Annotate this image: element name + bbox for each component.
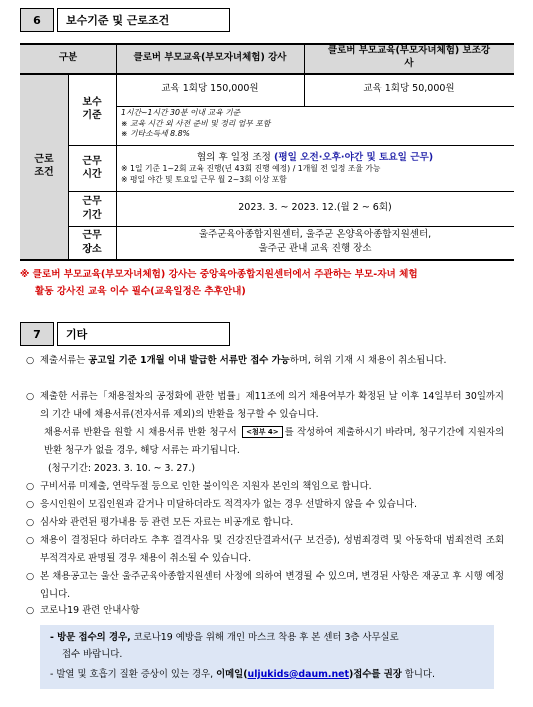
time-main <box>116 149 514 163</box>
pay-label: 보수 기준 <box>82 96 102 121</box>
bullet-icon: ○ <box>26 499 35 510</box>
bullet-icon: ○ <box>26 535 35 546</box>
table-top-border <box>20 43 514 45</box>
attachment-tag: <첨부 4> <box>242 426 283 438</box>
period-label: 근무 기간 <box>82 196 102 221</box>
list-item-2: ○ 제출한 서류는「채용절차의 공정화에 관한 법률」제11조에 의거 채용여부가 확정된 날 이후 14일부터 30일까지의 기간 내에 채용서류(전자서류 제외)의 반환을 청구할 수 있습니다. <box>26 388 504 423</box>
red-note-line-1: ※ 클로버 부모교육(부모자녀체험) 강사는 중앙육아종합지원센터에서 주관하는 부모-자녀 체험 <box>20 269 418 280</box>
col-line-2 <box>116 43 117 259</box>
time-main-prefix: 협의 후 일정 조정 <box>196 152 271 163</box>
list-item-2-period: (청구기간: 2023. 3. 10. ~ 3. 27.) <box>48 463 195 474</box>
list-item-5: ○ 심사와 관련된 평가내용 등 관련 모든 자료는 비공개로 합니다. <box>26 514 504 532</box>
group-label: 근로 조건 <box>20 73 68 259</box>
time-label: 근무 시간 <box>82 155 102 180</box>
pay-assistant: 교육 1회당 50,000원 <box>363 83 455 95</box>
section-6-number: 6 <box>20 8 54 32</box>
covid-note-1: - 방문 접수의 경우, 코로나19 예방을 위해 개인 마스크 착용 후 본 센터 3층 사무실로 <box>50 632 399 643</box>
header-instructor: 클로버 부모교육(부모자녀체험) 강사 <box>116 43 304 73</box>
place-line-1: 울주군육아종합지원센터, 울주군 온양육아종합지원센터, <box>198 229 432 240</box>
email-link[interactable]: uljukids@daum.net <box>247 669 349 680</box>
bullet-icon: ○ <box>26 481 35 492</box>
list-item-1: ○ 제출서류는 공고일 기준 1개월 이내 발급한 서류만 접수 가능하며, 허위 기재 시 채용이 취소됩니다. <box>26 352 504 370</box>
bullet-icon: ○ <box>26 391 35 402</box>
covid-note-1-cont: 접수 바랍니다. <box>62 649 123 660</box>
time-note-1: ※ 1일 기준 1~2회 교육 진행(년 43회 진행 예정) / 1개월 전 일정 조율 가능 <box>121 164 381 173</box>
pay-note-2: ※ 교육 시간 외 사전 준비 및 정리 업무 포함 <box>121 118 271 128</box>
list-item-4: ○ 응시인원이 모집인원과 같거나 미달하더라도 적격자가 없는 경우 선발하지 않을 수 있습니다. <box>26 496 504 514</box>
bullet-icon: ○ <box>26 517 35 528</box>
place-value <box>116 228 514 256</box>
table-bottom-border <box>20 259 514 261</box>
bullet-icon: ○ <box>26 355 35 366</box>
bullet-icon: ○ <box>26 605 35 616</box>
pay-notes <box>121 108 511 140</box>
time-notes <box>121 164 511 185</box>
covid-notice-box <box>40 625 494 689</box>
red-note-line-2: 활동 강사진 교육 이수 필수(교육일정은 추후안내) <box>35 286 246 297</box>
list-item-3: ○ 구비서류 미제출, 연락두절 등으로 인한 불이익은 지원자 본인의 책임으로 합니다. <box>26 478 504 496</box>
pay-note-1: 1시간~1시간 30분 이내 교육 기준 <box>121 108 241 117</box>
row-line-2 <box>68 191 514 192</box>
list-item-7: ○ 본 채용공고는 울산 울주군육아종합지원센터 사정에 의하여 변경될 수 있으며, 변경된 사항은 재공고 후 시행 예정입니다. <box>26 568 504 603</box>
pay-split-line <box>116 106 514 107</box>
list-item-6: ○ 채용이 결정된다 하더라도 추후 결격사유 및 건강진단결과서(구 보건증), 성범죄경력 및 아동학대 범죄전력 조회 부적격자로 판명될 경우 채용이 취소될 수 있습니다. <box>26 532 504 567</box>
row-line-1 <box>68 145 514 146</box>
period-value: 2023. 3. ~ 2023. 12.(월 2 ~ 6회) <box>238 202 392 214</box>
list-item-2-cont: 채용서류 반환을 원할 시 채용서류 반환 청구서 <첨부 4> 를 작성하여 제출하시기 바라며, 청구기간에 지원자의 반환 청구가 없을 경우, 해당 서류는 파기됩니다. <box>44 427 504 456</box>
row-line-3 <box>68 226 514 227</box>
section-7-number: 7 <box>20 322 54 346</box>
bullet-icon: ○ <box>26 571 35 582</box>
place-label: 근무 장소 <box>82 230 102 255</box>
header-gubun: 구분 <box>20 43 116 73</box>
red-note <box>20 266 514 300</box>
time-main-highlight: (평일 오전·오후·야간 및 토요일 근무) <box>273 152 434 163</box>
time-note-2: ※ 평일 야간 및 토요일 근무 월 2~3회 이상 포함 <box>121 174 287 184</box>
covid-note-2: - 발열 및 호흡기 질환 증상이 있는 경우, 이메일(uljukids@daum.net)접수를 권장 합니다. <box>50 669 435 680</box>
col-line-1 <box>68 73 69 259</box>
pay-instructor: 교육 1회당 150,000원 <box>161 83 259 95</box>
section-6-title: 보수기준 및 근로조건 <box>57 8 230 32</box>
section-7-title: 기타 <box>57 322 230 346</box>
col-line-3 <box>304 43 305 106</box>
place-line-2: 울주군 관내 교육 진행 장소 <box>258 243 372 254</box>
table-header-border <box>20 73 514 75</box>
pay-note-3: ※ 기타소득세 8.8% <box>121 129 190 139</box>
header-assistant: 클로버 부모교육(부모자녀체험) 보조강사 <box>304 43 514 73</box>
list-item-8: ○ 코로나19 관련 안내사항 <box>26 602 504 620</box>
